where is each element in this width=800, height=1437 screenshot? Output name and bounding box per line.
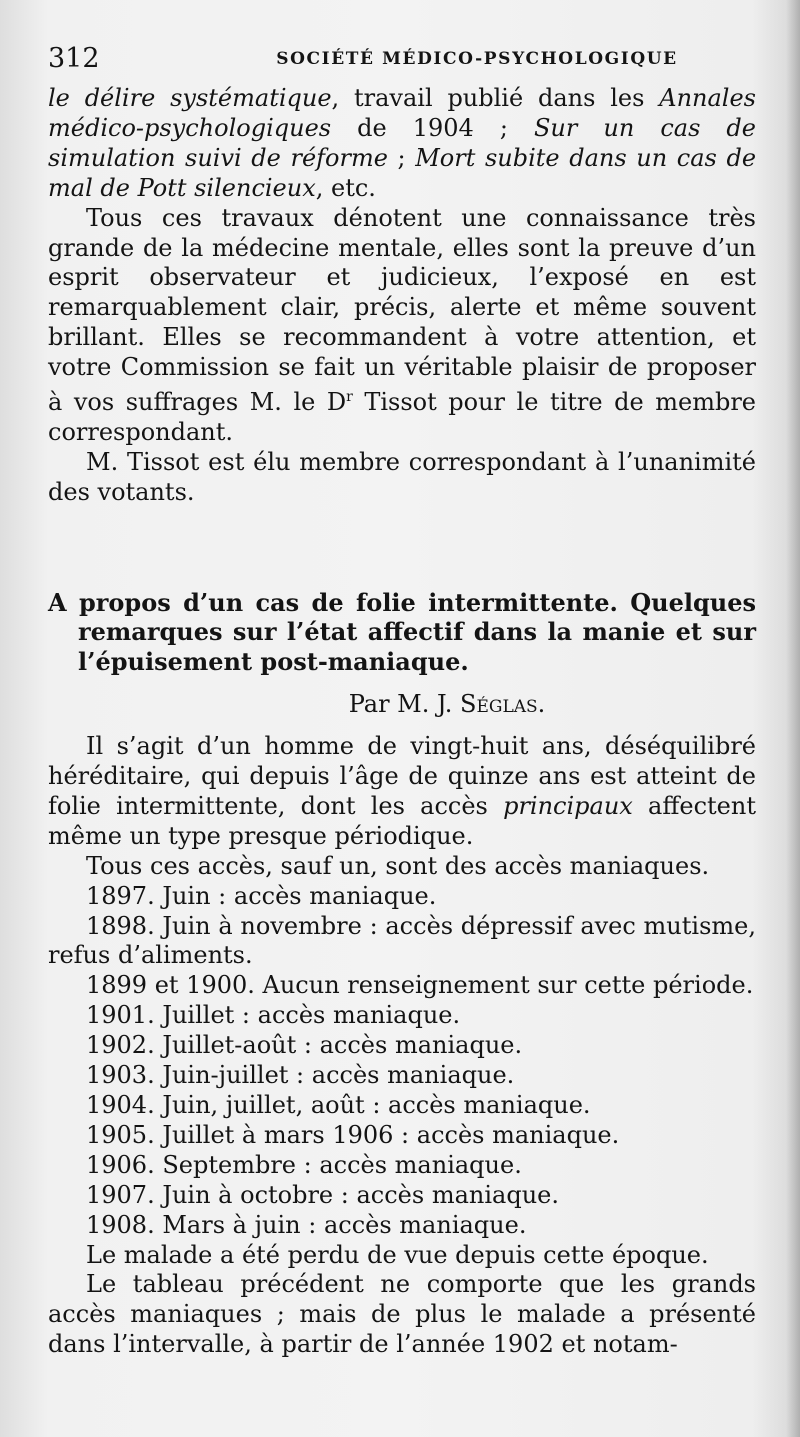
page-number: 312 (48, 43, 100, 74)
list-item: 1897. Juin : accès maniaque. (86, 881, 437, 910)
text-run: , travail publié dans les (331, 84, 660, 112)
page-edge-shadow (786, 0, 800, 1437)
paragraph-table-note: Le tableau précédent ne comporte que les grands accès maniaques ; mais de plus le malade a présenté dans l’intervalle, à partir de l’année 1902 et notam- (48, 1270, 756, 1359)
paragraph-access-summary: Tous ces accès, sauf un, sont des accès maniaques. (86, 851, 710, 880)
list-item: 1907. Juin à octobre : accès maniaque. (86, 1180, 559, 1209)
italic-title: Annales médico-psychologiques (48, 84, 756, 142)
text-run: de 1904 ; (331, 113, 534, 142)
text-run: Tous ces travaux dénotent une connaissance très grande de la médecine mentale, elles sont la preuve d’un esprit observateur et judicieux, l’exposé en est remarquablement clair, précis, alerte et même souvent brillant. Elles se recommandent à votre attention, et votre Commission se fait un véritable plaisir de proposer à vos suffrages M. le D (48, 203, 756, 417)
page-body (48, 84, 756, 1360)
paragraph-election: M. Tissot est élu membre correspondant à l’unanimité des votants. (48, 447, 756, 506)
text-run: affectent même un type presque périodique. (48, 791, 756, 850)
italic-word: principaux (503, 791, 633, 820)
list-item: 1903. Juin-juillet : accès maniaque. (86, 1061, 515, 1090)
section-gap (48, 508, 756, 588)
italic-title: le délire systématique (48, 84, 332, 112)
italic-title: Sur un cas de simulation suivi de réforme (48, 113, 756, 172)
paragraph-lost-follow-up: Le malade a été perdu de vue depuis cette époque. (86, 1240, 709, 1269)
paragraph-publications (48, 84, 756, 204)
list-item: 1902. Juillet-août : accès maniaque. (86, 1031, 523, 1060)
list-item: 1901. Juillet : accès maniaque. (86, 1001, 461, 1030)
running-head (48, 42, 756, 76)
text-run: Tissot pour le titre de membre correspondant. (48, 388, 756, 446)
running-title: SOCIÉTÉ MÉDICO-PSYCHOLOGIQUE (276, 49, 678, 69)
list-item (48, 912, 756, 972)
paragraph-assessment (48, 204, 756, 448)
text-run: Il s’agit d’un homme de vingt-huit ans, déséquilibré héréditaire, qui depuis l’âge de quinze ans est atteint de folie intermittente, dont les accès (48, 732, 756, 820)
text-run: , etc. (315, 173, 376, 202)
byline (48, 690, 756, 720)
list-item: 1905. Juillet à mars 1906 : accès maniaque. (86, 1120, 620, 1149)
list-item: 1904. Juin, juillet, août : accès maniaque. (86, 1090, 591, 1119)
list-item: 1908. Mars à juin : accès maniaque. (86, 1210, 527, 1239)
list-item: 1906. Septembre : accès maniaque. (86, 1150, 522, 1179)
list-item: 1899 et 1900. Aucun renseignement sur cette période. (86, 971, 754, 1000)
author-name: Séglas. (460, 690, 546, 719)
text-run: ; (387, 143, 416, 172)
text-run: 1898. Juin à novembre : accès dépressif avec mutisme, refus d’aliments. (48, 911, 756, 970)
section-title: A propos d’un cas de folie intermittente. Quelques remarques sur l’état affectif dans la manie et sur l’épuisement post-maniaque. (48, 587, 756, 676)
timeline-list (48, 882, 756, 1241)
paragraph-case-intro (48, 732, 756, 852)
byline-prefix: Par M. J. (348, 690, 461, 719)
italic-title: Mort subite dans un cas de mal de Pott silencieux (48, 143, 757, 202)
superscript: r (346, 389, 353, 406)
